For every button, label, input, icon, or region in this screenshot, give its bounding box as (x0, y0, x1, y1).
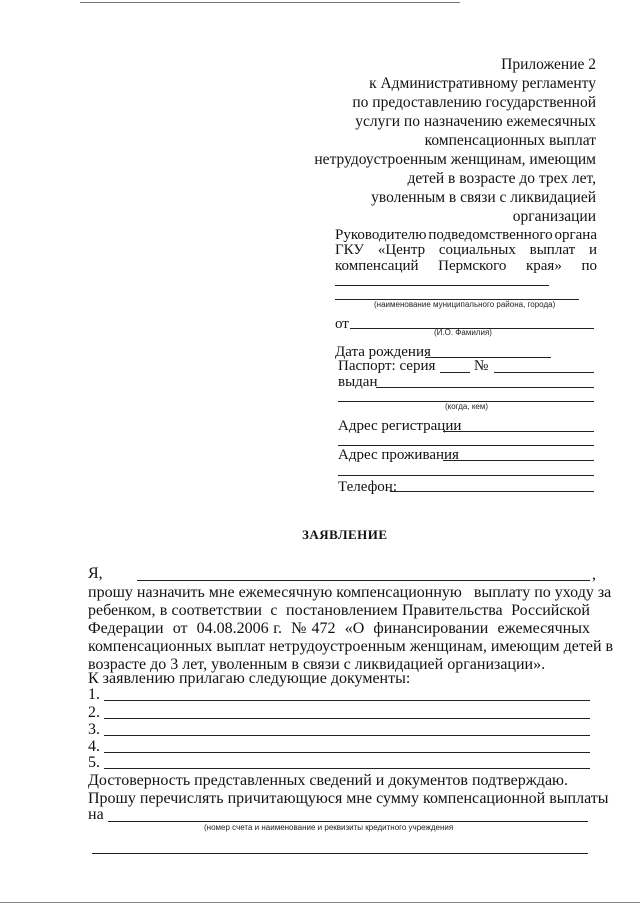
issued-field-1[interactable] (376, 387, 594, 388)
appendix-line-9: организации (512, 208, 596, 225)
statement-title: ЗАЯВЛЕНИЕ (302, 527, 388, 542)
appendix-line-7: детей в возрасте до трех лет, (407, 170, 596, 187)
document-field-3[interactable] (104, 735, 590, 736)
issued-label: выдан (338, 374, 378, 390)
phone-label: Телефон: (338, 479, 397, 495)
request-line-5: возрасте до 3 лет, уволенным в связи с ликвидацией организации». (88, 656, 546, 673)
issued-caption: (когда, кем) (445, 402, 489, 411)
scan-edge-bottom (0, 902, 640, 903)
doc-number-1: 1. (88, 686, 100, 703)
request-line-2: ребенком, в соответствии с постановлением Правительства Российской (88, 602, 590, 619)
addressee-line-1: Руководителю подведомственного органа (335, 227, 597, 243)
registration-field-2[interactable] (338, 445, 594, 446)
municipal-caption: (наименование муниципального района, города) (374, 300, 556, 309)
birth-date-label: Дата рождения (335, 344, 431, 360)
passport-series-field[interactable] (440, 372, 470, 373)
municipal-field-1[interactable] (335, 285, 549, 286)
doc-number-5: 5. (88, 754, 100, 771)
registration-label: Адрес регистрации (338, 418, 462, 434)
doc-number-4: 4. (88, 738, 100, 755)
addressee-line-3: компенсаций Пермского края» по (335, 258, 597, 274)
comma: , (592, 566, 596, 583)
request-line-4: компенсационных выплат нетрудоустроенным женщинам, имеющим детей в (88, 638, 614, 655)
residence-field-2[interactable] (338, 475, 594, 476)
doc-number-2: 2. (88, 704, 100, 721)
doc-number-3: 3. (88, 721, 100, 738)
passport-number-field[interactable] (494, 372, 594, 373)
passport-label: Паспорт: серия (338, 358, 436, 374)
request-line-3: Федерации от 04.08.2006 г. № 472 «О финансировании ежемесячных (88, 620, 590, 637)
document-field-4[interactable] (104, 752, 590, 753)
attachments-label: К заявлению прилагаю следующие документы: (88, 670, 411, 687)
appendix-title: Приложение 2 (501, 56, 596, 73)
transfer-request-text: Прошу перечислять причитающуюся мне сумму компенсационной выплаты (88, 790, 609, 807)
residence-field-1[interactable] (443, 460, 594, 461)
appendix-line-4: услуги по назначению ежемесячных (355, 113, 596, 130)
scan-edge-top (80, 2, 460, 3)
appendix-line-5: компенсационных выплат (424, 132, 596, 149)
appendix-line-6: нетрудоустроенным женщинам, имеющим (314, 151, 596, 168)
phone-field[interactable] (390, 491, 594, 492)
bank-account-field-2[interactable] (92, 853, 588, 854)
document-field-5[interactable] (104, 768, 590, 769)
i-label: Я, (88, 565, 103, 582)
registration-field-1[interactable] (443, 431, 594, 432)
document-field-2[interactable] (104, 718, 590, 719)
residence-label: Адрес проживания (338, 447, 459, 463)
appendix-line-2: к Административному регламенту (369, 75, 596, 92)
document-field-1[interactable] (104, 700, 590, 701)
appendix-line-3: по предоставлению государственной (352, 94, 596, 111)
addressee-line-2: ГКУ «Центр социальных выплат и (335, 242, 597, 258)
passport-number-label: № (474, 358, 489, 374)
applicant-name-field[interactable] (137, 580, 590, 581)
on-label: на (88, 806, 104, 823)
appendix-line-8: уволенным в связи с ликвидацией (371, 189, 596, 206)
bank-account-caption: (номер счета и наименование и реквизиты кредитного учреждения (204, 823, 454, 832)
request-line-1: прошу назначить мне ежемесячную компенсационную выплату по уходу за (88, 584, 612, 601)
confirmation-text: Достоверность представленных сведений и документов подтверждаю. (88, 772, 568, 789)
name-caption: (И.О. Фамилия) (434, 328, 492, 337)
bank-account-field[interactable] (108, 821, 588, 822)
from-label: от (335, 316, 349, 332)
